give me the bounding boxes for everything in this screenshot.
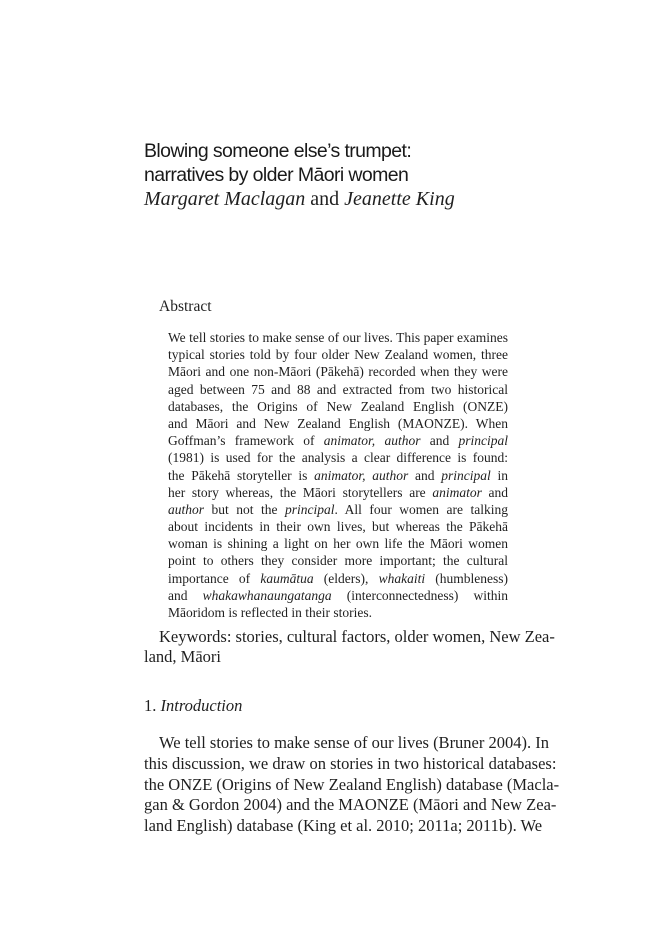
text-run: Māori and one non-Māori (Pākehā) recorded when they were [168,364,508,380]
abstract-line [168,467,508,484]
keywords-line: Keywords: stories, cultural factors, older women, New Zea- [159,627,555,646]
keywords [144,627,555,667]
italic-term: author [168,501,205,517]
italic-term: whakawhanaungatanga [202,587,332,603]
text-run: point to others they consider more important; the cultural [168,553,508,569]
intro-paragraph [144,733,560,837]
paragraph-line: this discussion, we draw on stories in two historical databases: [144,753,557,773]
italic-term: principal [284,501,335,517]
abstract-line [168,346,508,363]
author-name: Jeanette King [344,188,455,210]
abstract-line [168,535,508,552]
text-run: . All four women are talking [334,501,508,517]
text-run: typical stories told by four older New Zealand women, three [168,347,508,363]
abstract-line [168,484,508,501]
italic-term: animator [432,484,482,500]
text-run: (elders), [313,570,379,586]
title-line-1: Blowing someone else’s trumpet: [144,140,412,162]
abstract-line [168,415,508,432]
text-run: her story whereas, the Māori storytellers are [168,484,433,500]
text-run: (1981) is used for the analysis a clear difference is found: [168,450,508,466]
paragraph-line: We tell stories to make sense of our lives (Bruner 2004). In [159,733,549,752]
text-run: the Pākehā storyteller is [168,467,315,483]
title-line-2: narratives by older Māori women [144,164,409,186]
abstract-line [168,587,508,604]
paragraph-line: land English) database (King et al. 2010; 2011a; 2011b). We [144,816,543,836]
author-connector: and [305,188,345,210]
text-run: importance of [168,570,261,586]
paragraph-line: gan & Gordon 2004) and the MAONZE (Māori and New Zea- [144,795,557,815]
abstract-line [168,329,508,346]
italic-term: whakaiti [378,570,426,586]
paper-title [144,139,564,187]
text-run: aged between 75 and 88 and extracted from two historical [168,381,508,397]
abstract-line [168,363,508,380]
abstract-line [168,518,508,535]
text-run: and [481,484,508,500]
text-run: but not the [204,501,285,517]
section-title: Introduction [160,696,243,715]
abstract-heading: Abstract [159,298,212,315]
italic-term: principal [441,467,491,483]
text-run: Goffman’s framework of [168,433,324,449]
abstract-line [168,604,508,621]
italic-term: animator, author [323,433,421,449]
text-run: about incidents in their own lives, but whereas the Pākehā [168,519,508,535]
section-heading [144,696,242,716]
abstract-line [168,398,508,415]
abstract-line [168,570,508,587]
text-run: woman is shining a light on her own life the Māori women [168,536,508,552]
text-run: in [490,467,508,483]
italic-term: kaumātua [260,570,314,586]
abstract-line [168,432,508,449]
text-run: and [420,433,459,449]
abstract-line [168,449,508,466]
text-run: We tell stories to make sense of our lives. This paper examines [168,330,508,345]
text-run: and Māori and New Zealand English (MAONZE). When [168,415,508,431]
text-run: databases, the Origins of New Zealand English (ONZE) [168,398,508,414]
section-number: 1. [144,696,161,715]
abstract-line [168,552,508,569]
text-run: (humbleness) [425,570,508,586]
text-run: (interconnectedness) within [331,587,508,603]
italic-term: animator, author [314,467,409,483]
author-name: Margaret Maclagan [144,188,306,210]
keywords-line: land, Māori [144,647,221,666]
abstract-line [168,501,508,518]
text-run: and [408,467,442,483]
italic-term: principal [458,433,508,449]
author-list [144,187,455,211]
abstract-line [168,381,508,398]
text-run: Māoridom is reflected in their stories. [168,605,372,620]
paragraph-line: the ONZE (Origins of New Zealand English) database (Macla- [144,774,560,794]
abstract-text [168,329,508,621]
text-run: and [168,587,203,603]
